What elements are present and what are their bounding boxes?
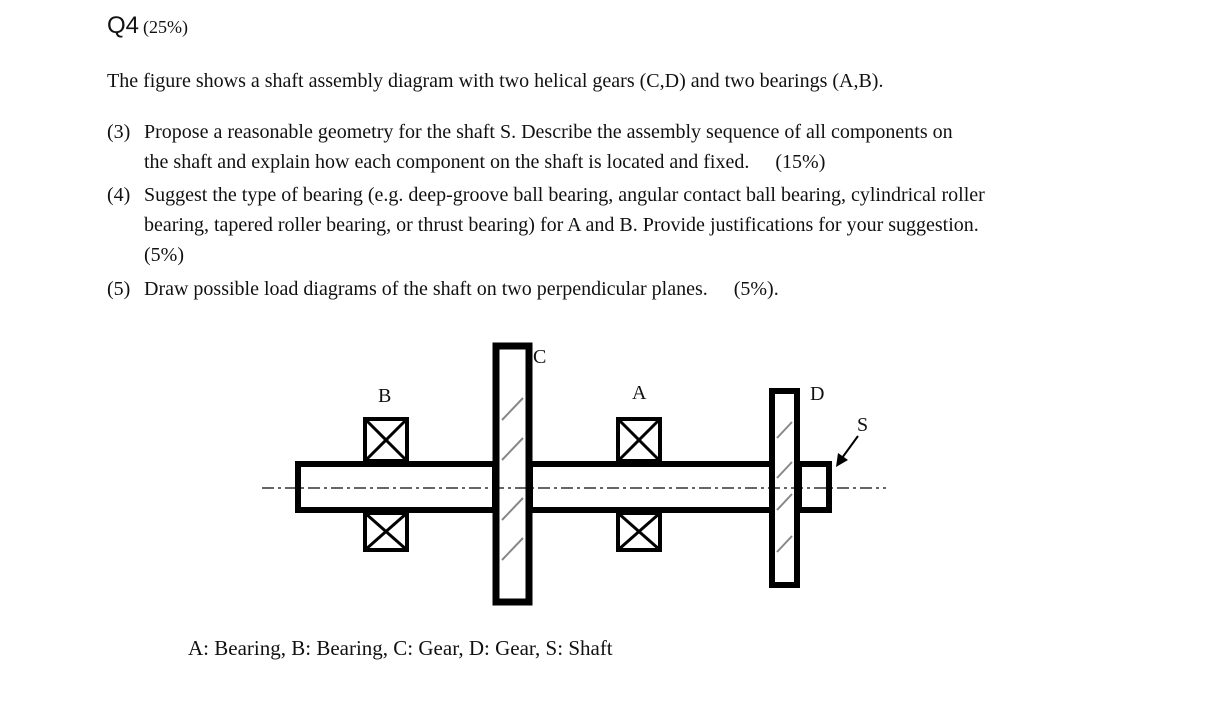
intro-text: The figure shows a shaft assembly diagram with two helical gears (C,D) and two bearings (A,B). [107,70,884,92]
bearing-a-bottom [618,513,660,550]
bearing-b [365,419,407,550]
item-mark: (5%). [733,278,779,300]
bearing-b-bottom [365,513,407,550]
gear-d [772,391,797,585]
label-c: C [533,346,547,368]
item-number: (4) [107,184,131,206]
diagram-legend: A: Bearing, B: Bearing, C: Gear, D: Gear, S: Shaft [188,636,613,660]
question-weight: (25%) [143,17,188,37]
item-number: (5) [107,278,131,300]
label-a: A [632,382,647,404]
shaft-pointer-arrow [836,436,858,467]
shaft-middle-section [530,464,772,510]
bearing-a [618,419,660,550]
shaft-left-section [298,464,495,510]
bearing-a-top [618,419,660,461]
label-s: S [857,414,869,436]
item-text-line: Propose a reasonable geometry for the shaft S. Describe the assembly sequence of all components on [144,121,953,143]
shaft-right-section [799,464,829,510]
gear-c [496,346,529,602]
question-heading [107,12,188,40]
bearing-b-top [365,419,407,461]
gear-d-body [772,391,797,585]
label-d: D [810,383,825,405]
item-text-line: bearing, tapered roller bearing, or thrust bearing) for A and B. Provide justifications for your suggestion. [144,214,979,236]
gear-c-body [496,346,529,602]
item-text-line: Draw possible load diagrams of the shaft on two perpendicular planes. [144,278,708,300]
label-b: B [378,385,392,407]
item-text-line: the shaft and explain how each component on the shaft is located and fixed. [144,151,750,173]
question-number: Q4 [107,12,140,39]
item-number: (3) [107,121,131,143]
item-text-line: (5%) [144,244,184,266]
item-mark: (15%) [775,151,826,173]
item-text-line: Suggest the type of bearing (e.g. deep-groove ball bearing, angular contact ball bearing, cylindrical roller [144,184,985,206]
